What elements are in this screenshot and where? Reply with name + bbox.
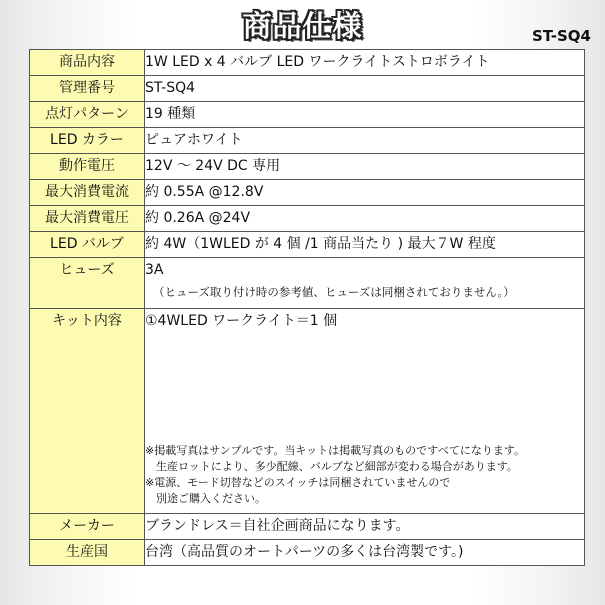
table-row [30, 76, 585, 102]
row-value: 1W LED x 4 バルブ LED ワークライトストロボライト [145, 50, 585, 76]
kit-value: ①4WLED ワークライト＝1 個 [145, 313, 338, 329]
row-value: 19 種類 [145, 102, 585, 128]
kit-note-line: 別途ご購入ください。 [145, 492, 266, 505]
row-value: 約 4W（1WLED が 4 個 /1 商品当たり ) 最大７W 程度 [145, 232, 585, 258]
kit-note-line: 生産ロットにより、多少配線、バルブなど細部が変わる場合があります。 [145, 460, 518, 473]
row-label: 点灯パターン [30, 102, 145, 128]
fuse-note: （ヒューズ取り付け時の参考値、ヒューズは同梱されておりません。） [153, 285, 515, 299]
table-row [30, 206, 585, 232]
table-row [30, 180, 585, 206]
maker-row [30, 514, 585, 540]
row-value: ピュアホワイト [145, 128, 585, 154]
kit-note-line: ※掲載写真はサンプルです。当キットは掲載写真のものですべてになります。 [145, 444, 526, 457]
row-label: 動作電圧 [30, 154, 145, 180]
origin-label: 生産国 [30, 540, 145, 566]
row-label: LED バルブ [30, 232, 145, 258]
table-row [30, 102, 585, 128]
row-value: 約 0.26A @24V [145, 206, 585, 232]
kit-row [30, 309, 585, 514]
row-label: 管理番号 [30, 76, 145, 102]
spec-table [29, 49, 585, 566]
fuse-label: ヒューズ [30, 258, 145, 309]
row-label: 最大消費電圧 [30, 206, 145, 232]
row-value: ST-SQ4 [145, 76, 585, 102]
kit-content [145, 309, 584, 513]
table-row [30, 154, 585, 180]
kit-notes [145, 443, 525, 507]
row-value: 12V 〜 24V DC 専用 [145, 154, 585, 180]
origin-row [30, 540, 585, 566]
fuse-row [30, 258, 585, 309]
kit-note-line: ※電源、モード切替などのスイッチは同梱されていませんので [145, 476, 451, 489]
table-row [30, 232, 585, 258]
maker-value: ブランドレス＝自社企画商品になります。 [145, 514, 585, 540]
fuse-value: 3A [145, 262, 164, 278]
model-code: ST-SQ4 [531, 27, 591, 45]
origin-value: 台湾（高品質のオートパーツの多くは台湾製です。) [145, 540, 585, 566]
row-value: 約 0.55A @12.8V [145, 180, 585, 206]
table-row [30, 50, 585, 76]
maker-label: メーカー [30, 514, 145, 540]
table-row [30, 128, 585, 154]
page-title: 商品仕様 [242, 9, 363, 43]
row-label: 最大消費電流 [30, 180, 145, 206]
kit-label: キット内容 [30, 309, 145, 514]
row-label: LED カラー [30, 128, 145, 154]
row-label: 商品内容 [30, 50, 145, 76]
